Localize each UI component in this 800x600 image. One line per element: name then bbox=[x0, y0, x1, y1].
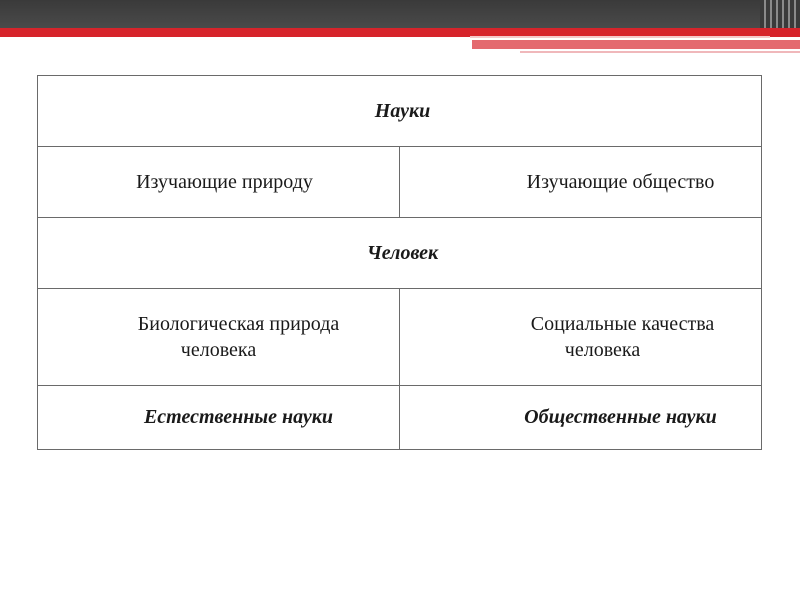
title-cell bbox=[38, 76, 762, 147]
social-sciences-cell bbox=[400, 386, 762, 450]
sciences-table bbox=[37, 75, 762, 450]
header-red-band-secondary bbox=[472, 40, 800, 49]
social-qualities-cell bbox=[400, 289, 762, 386]
bio-nature-line2: человека bbox=[180, 339, 257, 361]
header-dark-bar bbox=[0, 0, 800, 28]
table-row-study bbox=[38, 147, 762, 218]
table-row-title bbox=[38, 76, 762, 147]
header-accent-line bbox=[470, 36, 770, 38]
human-label: Человек bbox=[366, 241, 439, 264]
table-row-human bbox=[38, 218, 762, 289]
studying-nature-label: Изучающие природу bbox=[136, 170, 313, 193]
header-pink-line bbox=[520, 51, 800, 53]
human-cell bbox=[38, 218, 762, 289]
bio-nature-line1: Биологическая природа bbox=[137, 313, 340, 335]
social-qualities-line2: человека bbox=[564, 339, 641, 361]
studying-society-label: Изучающие общество bbox=[526, 170, 715, 193]
table-title: Науки bbox=[374, 99, 431, 122]
social-sciences-label: Общественные науки bbox=[524, 406, 717, 428]
header-stripes bbox=[760, 0, 800, 28]
nature-cell bbox=[38, 147, 400, 218]
natural-sciences-label: Естественные науки bbox=[143, 406, 334, 428]
natural-sciences-cell bbox=[38, 386, 400, 450]
bio-nature-cell bbox=[38, 289, 400, 386]
society-cell bbox=[400, 147, 762, 218]
table-row-qualities bbox=[38, 289, 762, 386]
table-row-sciences bbox=[38, 386, 762, 450]
social-qualities-line1: Социальные качества bbox=[530, 313, 715, 335]
